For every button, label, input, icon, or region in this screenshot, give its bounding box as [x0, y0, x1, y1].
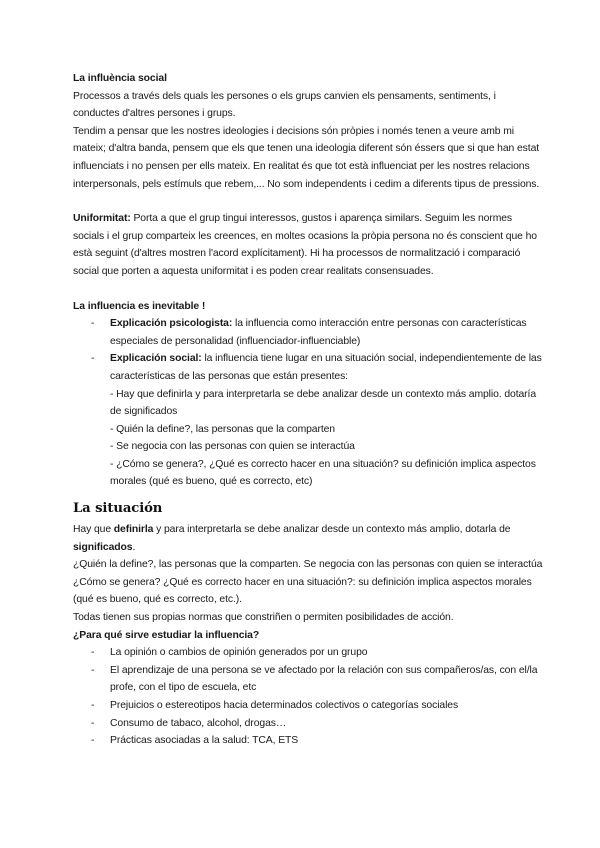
text-run: .: [132, 541, 136, 553]
section-title-inevitable: La influencia es inevitable !: [73, 300, 206, 312]
text-run: Hay que: [73, 524, 114, 536]
heading-la-situacion: La situación: [73, 501, 163, 517]
list-item: [73, 315, 543, 350]
uniformitat-term: Uniformitat:: [73, 213, 131, 225]
social-term: Explicación social:: [110, 353, 202, 365]
definition-paragraph: Processos a través dels quals les persones o els grups canvien els pensaments, sentiments, i conductes d'altres persones i grups.: [73, 90, 496, 120]
quien-define-paragraph: ¿Quién la define?, las personas que la comparten. Se negocia con las personas con quien se interactúa ¿Cómo se genera? ¿Qué es correcto hacer en una situación?: su definición implica aspectos morales (qué es bueno, qué es correcto, etc.).: [73, 559, 543, 606]
text-run: y para interpretarla se debe analizar desde un contexto más amplio, dotarla de: [153, 524, 511, 536]
uniformitat-paragraph: [73, 210, 543, 280]
ideologies-paragraph: Tendim a pensar que les nostres ideologies i decisions són pròpies i només tenen a veure amb mi mateix; d'altra banda, pensem que els que tenen una ideologia diferent són éssers que si que han estat influenciats i no pensen per ells mateix. En realitat és que tot està influenciat per les nostres relacions interpersonals, pels estímuls que rebem,... No som independents i cedim a diferents tipus de pressions.: [73, 125, 540, 190]
list-item: - Consumo de tabaco, alcohol, drogas…: [73, 715, 543, 733]
significados-bold: significados: [73, 541, 133, 553]
sub-line: - Se negocia con las personas con quien se interactúa: [110, 441, 355, 453]
section-title-influencia-social: La influència social: [73, 73, 167, 84]
list-item: - Prácticas asociadas a la salud: TCA, ETS: [73, 732, 543, 750]
social-text: la influencia tiene lugar en una situación social, independientemente de las características de las personas que están presentes:: [110, 353, 542, 382]
uniformitat-text: Porta a que el grup tingui interessos, gustos i aparença similars. Seguim les normes socials i el grup comparteix les creences, en moltes ocasions la pròpia persona no és conscient que ho està seguint (d'altres mostren l'acord explícitament). Hi ha processos de normalització i comparació social que porten a aquesta uniformitat i es poden crear realitats consensuades.: [73, 213, 537, 277]
list-item: - Prejuicios o estereotipos hacia determinados colectivos o categorías sociales: [73, 697, 543, 715]
list-item: [73, 350, 543, 491]
sub-line: - Quién la define?, las personas que la comparten: [110, 423, 335, 435]
psicologista-text: la influencia como interacción entre personas con características especiales de personalidad (influenciador-influenciable): [110, 318, 527, 347]
explanations-list: [73, 315, 543, 491]
sub-line: - ¿Cómo se genera?, ¿Qué es correcto hacer en una situación? su definición implica aspectos morales (qué es bueno, qué es correcto, etc): [110, 458, 536, 488]
list-item: - La opinión o cambios de opinión generados por un grupo: [73, 644, 543, 662]
situacion-paragraph: [73, 521, 543, 556]
psicologista-term: Explicación psicologista:: [110, 318, 233, 330]
sub-line: - Hay que definirla y para interpretarla se debe analizar desde un contexto más amplio. dotaría de significados: [110, 388, 536, 418]
normas-paragraph: Todas tienen sus propias normas que constriñen o permiten posibilidades de acción.: [73, 612, 454, 624]
definirla-bold: definirla: [113, 524, 154, 536]
list-item: - El aprendizaje de una persona se ve afectado por la relación con sus compañeros/as, con el/la profe, con el tipo de escuela, etc: [73, 662, 543, 697]
uses-list: [73, 644, 543, 750]
para-que-sirve-question: ¿Para qué sirve estudiar la influencia?: [73, 629, 260, 641]
document-page: [73, 70, 543, 750]
